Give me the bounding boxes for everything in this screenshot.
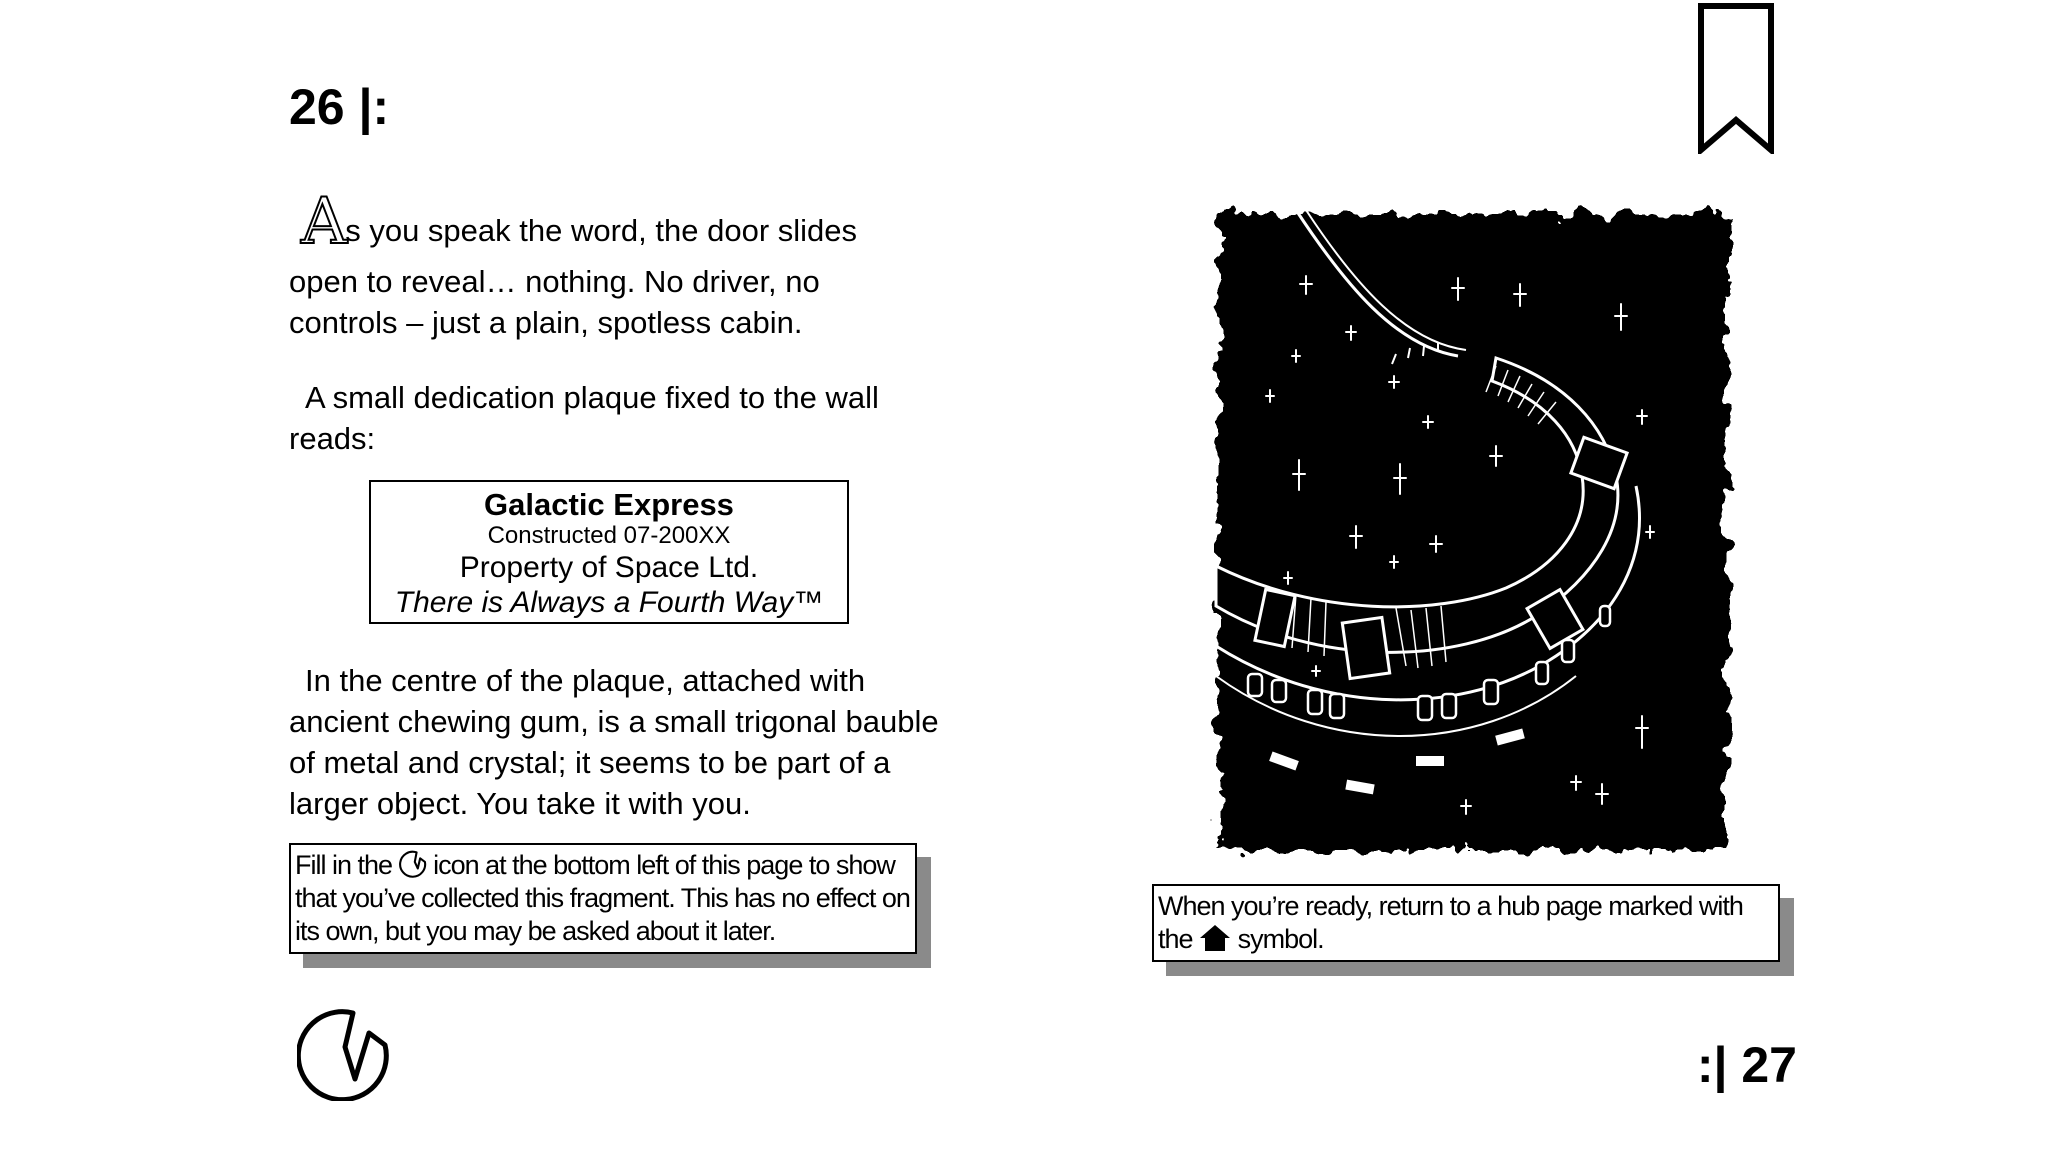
fragment-icon[interactable] [297,1007,389,1101]
plaque-motto: There is Always a Fourth Way™ [394,586,824,619]
plaque-constructed: Constructed 07-200XX [487,522,731,549]
plaque-intro-text: A small dedication plaque fixed to the wall reads: [289,380,879,456]
dedication-plaque [369,480,849,624]
return-hub-instruction-box [1152,884,1780,962]
intro-first-line-text: s you speak the word, the door slides [345,213,858,248]
space-train-illustration [1196,196,1752,866]
house-icon [1199,924,1231,952]
bookmark-icon[interactable] [1697,2,1775,154]
return-note-after: symbol. [1237,924,1324,954]
return-note-before: When you’re ready, return to a hub page marked with the [1158,891,1743,954]
fragment-instruction-box [289,843,917,954]
paragraph-intro [289,185,929,343]
paragraph-plaque-intro [289,377,929,459]
fragment-icon [399,850,427,878]
left-page-number: 26 |: [289,79,390,135]
bauble-text: In the centre of the plaque, attached with ancient chewing gum, is a small trigonal bauble of metal and crystal; it seems to be part of a larger object. You take it with you. [289,663,939,821]
intro-rest-text: open to reveal… nothing. No driver, no controls – just a plain, spotless cabin. [289,264,820,340]
plaque-owner: Property of Space Ltd. [459,551,759,584]
fragment-note-after: icon at the bottom left of this page to show that you’ve collected this fragment. This has no effect on its own, but you may be asked about it later. [295,850,910,946]
right-page-number: :| 27 [1696,1037,1797,1093]
drop-cap: A [301,185,346,259]
paragraph-bauble [289,660,949,824]
fragment-note-before: Fill in the [295,850,393,880]
plaque-title: Galactic Express [484,487,734,522]
intro-first-line [289,185,858,259]
